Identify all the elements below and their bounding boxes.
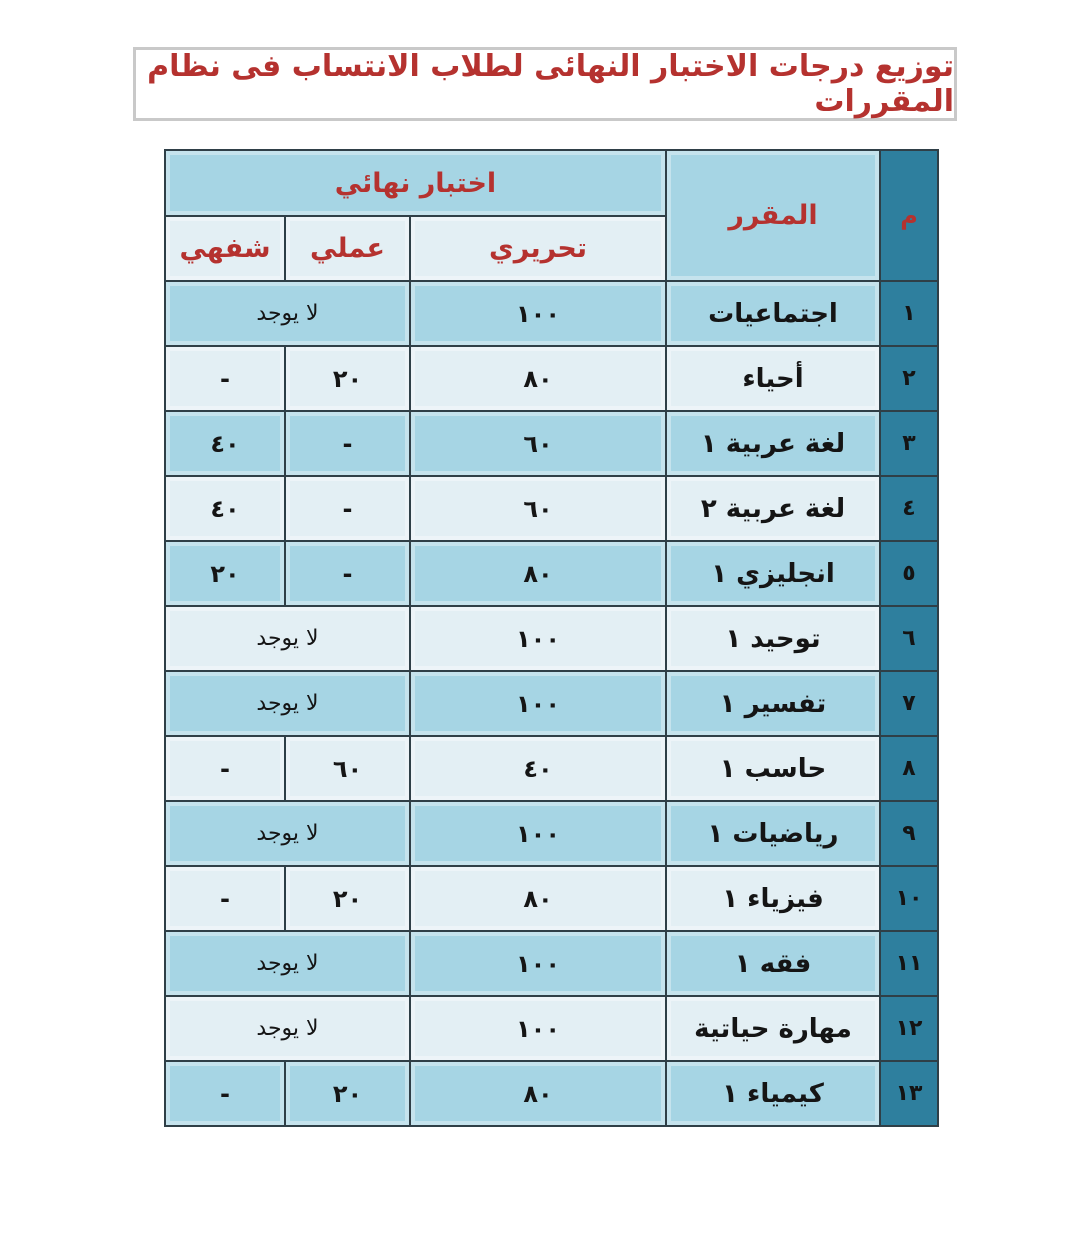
table-row [165,996,938,1061]
written-grade: ١٠٠ [410,281,666,346]
no-practical-oral: لا يوجد [165,996,410,1061]
written-grade: ٨٠ [410,346,666,411]
course-name: مهارة حياتية [666,996,880,1061]
course-name: فقه ١ [666,931,880,996]
practical-grade: ٢٠ [285,1061,410,1126]
course-name: اجتماعيات [666,281,880,346]
header-course: المقرر [666,150,880,281]
written-grade: ٨٠ [410,866,666,931]
course-name: انجليزي ١ [666,541,880,606]
no-practical-oral: لا يوجد [165,281,410,346]
table-row [165,281,938,346]
course-name: لغة عربية ١ [666,411,880,476]
row-number: ٦ [880,606,938,671]
course-name: أحياء [666,346,880,411]
table-row [165,931,938,996]
oral-grade: ٤٠ [165,476,285,541]
row-number: ١١ [880,931,938,996]
row-number: ٧ [880,671,938,736]
row-number: ٩ [880,801,938,866]
oral-grade: ٤٠ [165,411,285,476]
course-name: توحيد ١ [666,606,880,671]
written-grade: ٦٠ [410,476,666,541]
written-grade: ٨٠ [410,1061,666,1126]
practical-grade: ٦٠ [285,736,410,801]
grades-table [164,149,939,1127]
practical-grade: ٢٠ [285,346,410,411]
course-name: رياضيات ١ [666,801,880,866]
row-number: ٤ [880,476,938,541]
practical-grade: - [285,476,410,541]
row-number: ١٠ [880,866,938,931]
no-practical-oral: لا يوجد [165,931,410,996]
table-row [165,671,938,736]
table-row [165,541,938,606]
row-number: ١٢ [880,996,938,1061]
page-title: توزيع درجات الاختبار النهائى لطلاب الانتساب فى نظام المقررات [147,49,954,119]
header-number: م [880,150,938,281]
table-row [165,801,938,866]
oral-grade: - [165,736,285,801]
header-row-1 [165,150,938,216]
course-name: لغة عربية ٢ [666,476,880,541]
header-oral: شفهي [165,216,285,281]
no-practical-oral: لا يوجد [165,606,410,671]
written-grade: ٤٠ [410,736,666,801]
no-practical-oral: لا يوجد [165,801,410,866]
header-final-exam: اختبار نهائي [165,150,666,216]
oral-grade: ٢٠ [165,541,285,606]
course-name: كيمياء ١ [666,1061,880,1126]
practical-grade: ٢٠ [285,866,410,931]
header-practical: عملي [285,216,410,281]
oral-grade: - [165,346,285,411]
table-row [165,411,938,476]
course-name: حاسب ١ [666,736,880,801]
written-grade: ١٠٠ [410,996,666,1061]
row-number: ١ [880,281,938,346]
written-grade: ٨٠ [410,541,666,606]
written-grade: ١٠٠ [410,671,666,736]
row-number: ٥ [880,541,938,606]
practical-grade: - [285,541,410,606]
table-row [165,476,938,541]
table-row [165,736,938,801]
row-number: ١٣ [880,1061,938,1126]
oral-grade: - [165,866,285,931]
practical-grade: - [285,411,410,476]
row-number: ٢ [880,346,938,411]
written-grade: ٦٠ [410,411,666,476]
course-name: تفسير ١ [666,671,880,736]
table-row [165,1061,938,1126]
no-practical-oral: لا يوجد [165,671,410,736]
table-row [165,866,938,931]
table-row [165,346,938,411]
row-number: ٨ [880,736,938,801]
written-grade: ١٠٠ [410,801,666,866]
title-box [133,47,957,121]
written-grade: ١٠٠ [410,931,666,996]
table-row [165,606,938,671]
course-name: فيزياء ١ [666,866,880,931]
row-number: ٣ [880,411,938,476]
written-grade: ١٠٠ [410,606,666,671]
header-written: تحريري [410,216,666,281]
oral-grade: - [165,1061,285,1126]
